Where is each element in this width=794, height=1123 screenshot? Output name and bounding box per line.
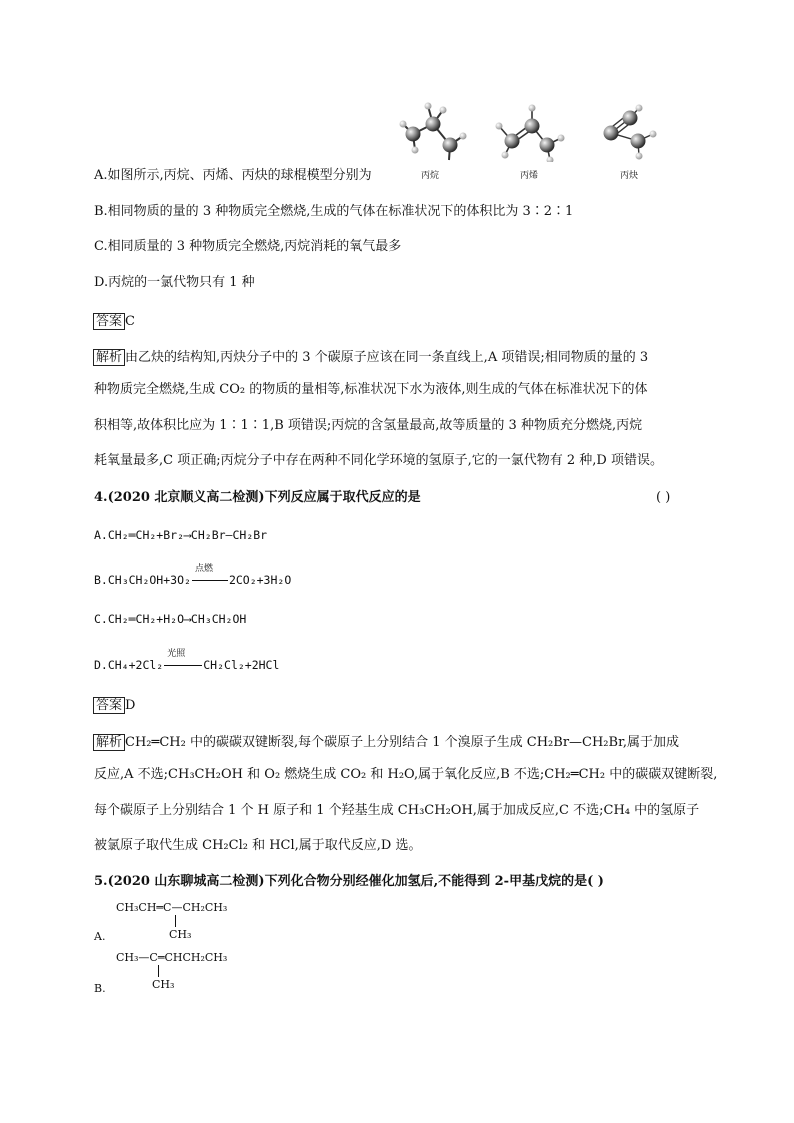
structural-formula-main: CH₃—C═CHCH₂CH₃ (116, 951, 228, 964)
q4-option-c: C.CH₂═CH₂+H₂O⟶CH₃CH₂OH (94, 612, 247, 626)
option-letter: B. (94, 982, 106, 995)
q4-answer-value: D (125, 698, 136, 713)
q4-option-d-products: CH₂Cl₂+2HCl (203, 658, 280, 672)
bond-line (175, 915, 176, 927)
q3-analysis-line: 种物质完全燃烧,生成 CO₂ 的物质的量相等,标准状况下水为液体,则生成的气体在标准状况下的体 (94, 382, 648, 397)
q4-option-d (94, 649, 280, 672)
q3-option-c: C.相同质量的 3 种物质完全燃烧,丙烷消耗的氧气最多 (94, 239, 402, 254)
option-letter: A. (94, 930, 106, 943)
q5-option-b (94, 951, 294, 995)
propene-label: 丙烯 (520, 171, 539, 181)
bond-line (158, 965, 159, 977)
q3-analysis-line: 积相等,故体积比应为 1∶1∶1,B 项错误;丙烷的含氢量最高,故等质量的 3 种物质充分燃烧,丙烷 (94, 418, 643, 433)
q3-answer-value: C (125, 314, 135, 329)
q3-analysis (93, 346, 648, 366)
methyl-branch: CH₃ (152, 978, 175, 991)
reaction-condition: 光照 (167, 649, 186, 659)
propane-label: 丙烷 (421, 171, 440, 181)
reaction-arrow (191, 564, 229, 587)
structural-formula-main: CH₃CH═C—CH₂CH₃ (116, 901, 228, 914)
propyne-label: 丙炔 (620, 171, 639, 181)
q4-analysis-line: CH₂═CH₂ 中的碳碳双键断裂,每个碳原子上分别结合 1 个溴原子生成 CH₂Br—CH₂Br,属于加成 (125, 735, 679, 750)
q4-option-a: A.CH₂═CH₂+Br₂⟶CH₂Br—CH₂Br (94, 528, 268, 542)
q5-option-a (94, 901, 294, 945)
q4-analysis (93, 731, 679, 751)
q4-option-b-reactants: B.CH₃CH₂OH+3O₂ (94, 573, 191, 587)
reaction-arrow (163, 649, 203, 672)
answer-label-box: 答案 (93, 313, 125, 330)
q4-option-d-reactants: D.CH₄+2Cl₂ (94, 658, 164, 672)
analysis-label-box: 解析 (93, 734, 125, 751)
q3-option-b: B.相同物质的量的 3 种物质完全燃烧,生成的气体在标准状况下的体积比为 3∶2∶1 (94, 204, 574, 219)
q3-option-a: A.如图所示,丙烷、丙烯、丙炔的球棍模型分别为 (94, 168, 372, 183)
q4-stem: 4.(2020 北京顺义高二检测)下列反应属于取代反应的是 (94, 490, 421, 505)
q4-analysis-line: 被氯原子取代生成 CH₂Cl₂ 和 HCl,属于取代反应,D 选。 (94, 838, 422, 853)
methyl-branch: CH₃ (169, 928, 192, 941)
q4-analysis-line: 反应,A 不选;CH₃CH₂OH 和 O₂ 燃烧生成 CO₂ 和 H₂O,属于氧化反应,B 不选;CH₂═CH₂ 中的碳碳双键断裂, (94, 767, 718, 782)
q5-stem: 5.(2020 山东聊城高二检测)下列化合物分别经催化加氢后,不能得到 2-甲基戊烷的是( ) (94, 874, 604, 889)
q4-answer (93, 694, 135, 714)
propene-model-icon (496, 105, 565, 163)
propane-model-icon (400, 103, 467, 161)
q3-option-d: D.丙烷的一氯代物只有 1 种 (94, 275, 255, 290)
propyne-model-icon (604, 105, 657, 160)
q3-answer (93, 310, 135, 330)
analysis-label-box: 解析 (93, 349, 125, 366)
q4-answer-paren: ( ) (656, 490, 671, 505)
answer-label-box: 答案 (93, 697, 125, 714)
q3-analysis-line: 由乙炔的结构知,丙炔分子中的 3 个碳原子应该在同一条直线上,A 项错误;相同物质的量的 3 (125, 350, 649, 365)
reaction-condition: 点燃 (194, 564, 213, 574)
molecule-models-figure (395, 100, 695, 162)
q4-option-b (94, 564, 292, 587)
q3-analysis-line: 耗氧量最多,C 项正确;丙烷分子中存在两种不同化学环境的氢原子,它的一氯代物有 2 种,D 项错误。 (94, 453, 663, 468)
q4-analysis-line: 每个碳原子上分别结合 1 个 H 原子和 1 个羟基生成 CH₃CH₂OH,属于加成反应,C 不选;CH₄ 中的氢原子 (94, 803, 700, 818)
q4-option-b-products: 2CO₂+3H₂O (228, 573, 292, 587)
